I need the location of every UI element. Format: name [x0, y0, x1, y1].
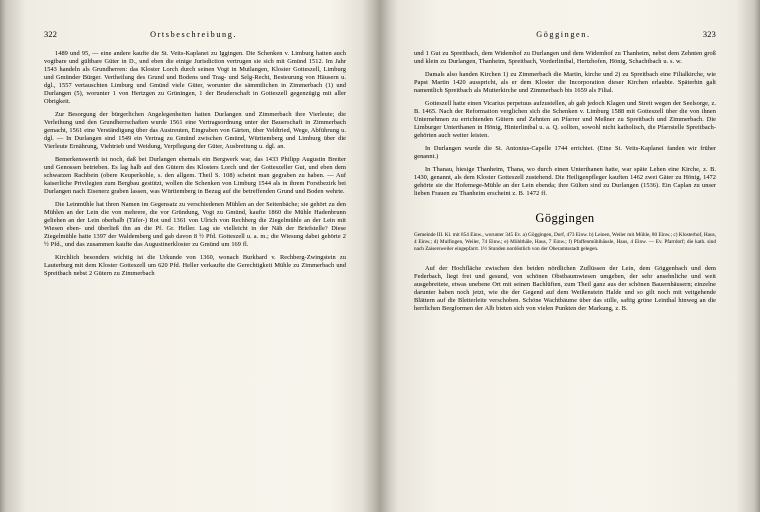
paragraph: In Thanau, hiesige Thanheim, Thana, wo durch einen Unterthanen hatte, war späte Lehen eine Kirche, z. B. 1430, genannt, als dem Kloster Gotteszell zustehend. Die Heiligenpfleger kauften 1462 zwei Gäter zu Hönig, 1472 gehörte sie die Hofemege-Mühle an der Lein ebenda; ihre Gülten sind zu Durlangen (1536). Ein Caplan zu unser lieben Frauen zu Thanheim erscheint z. B. 1472 ff. — [414, 166, 716, 197]
right-page — [392, 0, 740, 512]
right-running-title: Göggingen. — [536, 30, 591, 39]
paragraph: und 1 Gut zu Spreitbach, dem Widemhof zu Durlangen und dem Widemhof zu Thanheim, nebst dem Zehnten groß und klein zu Durlangen, Thanheim, Spreitbach, Vorderlintbal, Hertzhofen, Hönig, Schachtbach u. s. w. — [414, 50, 716, 65]
paragraph: Gotteszell hatte einen Vicarius perpetuus aufzustellen, ab gab jedoch Klagen und Streit wegen der Seelsorge, z. B. 1465. Nach der Reformation verglichen sich die Schenken v. Limburg 1588 mit Gotteszell über die von ihnen Unternehmen zu errichtenden Gütern und Zehnten an Pfarrer und Meßner zu Spreitbach und Zimmerbach. Die Limburger Unterthanen in Hönig, Hinterlintbal u. a. Q. sollten, sowohl nicht katholisch, die Pfarrstelle Spreitbach-gehörten auch weiter leisten. — [414, 100, 716, 139]
paragraph: Die Leinmühle hat ihren Namen im Gegensatz zu verschiedenen Mühlen an der Seitenbäche; sie gehört zu den Mühlen an der Lein die von mehrere, die vor Gründung, Vogt zu Gmünd, kaufte 1860 die Mühle Hadenbrunn geliehen an der Lein oberhalb (Täfer-) Rot und 1361 von Ulrich von Rechberg die Ziegelmühle an der Lein mit Wiesen eben- und überließ ihn an die Pf. Gr. Heller. Lag sie vielleicht in der Näh der Briefstelle? Diese Ziegelmühle hatte 1397 der Waldemberg und gab davon 8 ½ Pfd. Gotteszell u. a. m.; die Wiesung dabei gehörte 2 ½ Pfd., und das zusammen kaufte das Augustinerkloster zu Gmünd um 169 fl. — [44, 201, 346, 248]
section-heading: Göggingen — [535, 211, 595, 225]
paragraph: Kirchlich besonders wichtig ist die Urkunde von 1360, wonach Burkhard v. Rechberg-Zwingstein zu Lauterburg mit dem Kloster Gotteszell um 620 Pfd. Heller verkaufte die Gerechtigkeit Mühle zu Zimmerbach und Spreitbach nebst 2 Gütern zu Zimmerbach — [44, 254, 346, 277]
right-running-head — [414, 30, 716, 41]
right-folio: 323 — [702, 30, 716, 39]
left-folio: 322 — [44, 30, 58, 39]
left-page — [20, 0, 368, 512]
left-running-title: Ortsbeschreibung. — [150, 30, 238, 39]
section-meta: Gemeinde III. Kl. mit 854 Einw., worunter 345 Ev. a) Göggingen, Dorf, 473 Einw. b) Leinen, Weiler mit Mühle, 80 Einw.; c) Klosterhof, Haus, 4 Einw.; d) Mulfingen, Weiler, 74 Einw.; e) Mühlthäle, Haus, 7 Einw.; f) Pfaffenmühlhäusle, Haus, 4 Einw. — Ev. Pfarrdorf; die kath. sind nach Zaisersweiler eingepfarrt. 1½ Stunden nordöstlich von der Oberamtsstadt gelegen. — [414, 232, 716, 252]
right-page-content — [414, 30, 716, 482]
paragraph: Damals also handen Kirchen 1) zu Zimmerbach die Martin, kirche und 2) zu Spreitbach eine Filialkirche, wie Papst Martin 1420 ausspricht, als er dem Kloster die Incorporation dieser Kirchen erlaubte. Späterhin galt namentlich Spreitbach als Mutterkirche und Zimmerbach bis 1659 als Filial. — [414, 71, 716, 94]
paragraph: In Durlangen wurde die St. Antonius-Capelle 1744 errichtet. (Eine St. Veits-Kaplanei fanden wir früher genannt.) — [414, 145, 716, 160]
left-page-content — [44, 30, 346, 482]
left-running-head — [44, 30, 346, 41]
paragraph: Auf der Hochfläche zwischen den beiden nördlichen Zuflüssen der Lein, dem Göggenbach und dem Federbach, liegt frei und gesund, von schönen Obstbaumwiesen umgeben, der sehr ansehnliche und weit ausgebreitete, etwas unebene Ort mit seinen Bachlüften, zum Theil ganz aus der schönen Bauernhäusern; einzelne darunter haben noch jetzt, wie die der Gegend auf dem Weißenstein Halde und so gilt noch mit veitgehende Blättern auf die Bletterleite verschoben. Schöne Wachtbäume über das stille, saftig grüne Leinthal hinweg an die herrlichen Bergformen der Alb bieten sich von vielen Punkten der Markung, z. B. — [414, 265, 716, 312]
paragraph: Bemerkenswerth ist noch, daß bei Durlangen ehemals ein Bergwerk war, das 1433 Philipp Augustin Breiter und Genossen betrieben. Es lag halb auf den Gütern des Klosters Lorch und der Gotteszeller Gut, und eben dem schwarzen Rachbein (obere Keuperkohle, s. den allgem. Theil S. 108) scheint man gegraben zu haben. — Auf kaiserliche Privilegien zum Bergbau gestützt, wollen die Schenken von Limburg 1544 als in ihrem Forstbezirk bei Durlangen nach Eisenerz graben lassen, was Württemberg in Bezug auf die betreffenden Grund und Boden wehrte. — [44, 156, 346, 195]
paragraph: 1489 und 95, — eine andere kaufte die St. Veits-Kaplanei zu Iggingen. Die Schenken v. Limburg hatten auch vogtbare und gültbare Güter in D., und eben die einige Jurisdiction vertrugen sie sich mit Gmünd 1512. Im Jahr 1543 handeln als Grundherren: das Kloster Lorch durch seinen Vogt in Mutlangen, Kloster Gotteszell, Limburg und Gmünder Bürger. Vertheilung des Grund und Bodens und Trag- und Selg-Recht, Besteurung von Häusern u. dgl., 1557 vertauschten Limburg und Gmünd viele Güter, worunter die sämmtlichen in Zimmerbach (1) und Durlangen (5), worunter 1 von Hertzgen zu Grüningen, 1 der Bruderschaft in Gotteszell gegenzügig mit aller Obrigkeit. — [44, 50, 346, 105]
paragraph: Zur Besorgung der bürgerlichen Angelegenheiten hatten Durlangen und Zimmerbach ihre Vierleute; die Verleihung und den Grundherrschaften wurde 1561 eine Vertragsordnung unter der Bauerschaft in Zimmerbach gemacht, 1561 eine Verständigung über das Austreuten, Eingraben von Gärten, über Veldtried, Wege, Abführung u. dgl. — In Durlangen sind 1549 ein Vertrag zu Gmünd zwischen Gmünd, Württemberg und Limburg über die Vierleute Ernährung, Viehtrieb und Weidung, Verpflegung der Güter, Ausbreitung u. dgl. an. — [44, 111, 346, 150]
